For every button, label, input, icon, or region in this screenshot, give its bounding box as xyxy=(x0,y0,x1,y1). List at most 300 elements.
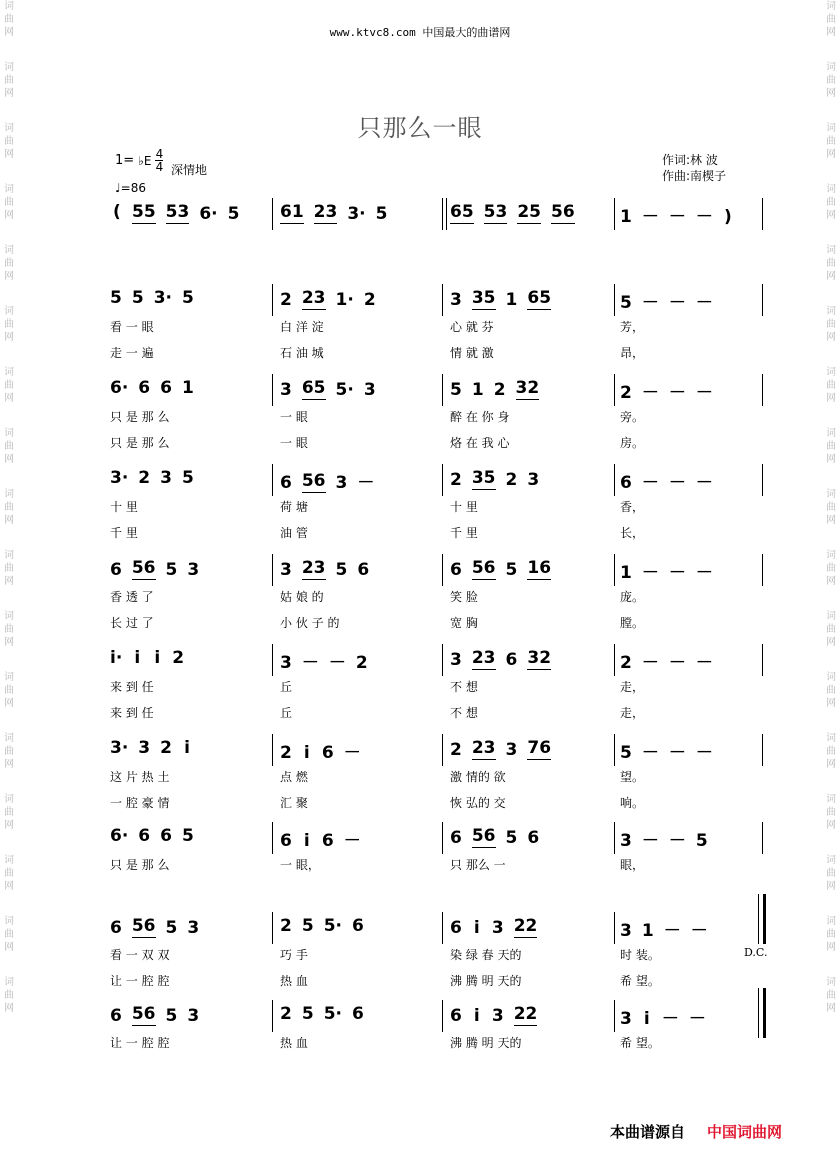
note: 5 xyxy=(131,288,144,308)
lyric: 走 一 遍 xyxy=(110,346,154,360)
lyric: 心 就 芬 xyxy=(450,320,494,334)
double-barline-thin xyxy=(758,894,759,944)
watermark-char: 词 xyxy=(826,672,836,683)
note: 1 xyxy=(620,207,632,227)
watermark-block xyxy=(826,488,836,527)
lyric: 看 一 眼 xyxy=(110,320,154,334)
watermark-char: 网 xyxy=(4,454,14,465)
note: 3 xyxy=(620,921,632,941)
lyric: 只 那么 一 xyxy=(450,858,506,872)
measure-6-1 xyxy=(110,738,192,758)
note: 16 xyxy=(527,558,552,578)
barline xyxy=(762,554,763,586)
watermark-block xyxy=(826,854,836,893)
watermark-char: 网 xyxy=(4,88,14,99)
note: 6 xyxy=(280,473,292,493)
watermark-char: 网 xyxy=(826,698,836,709)
note: 56 xyxy=(471,826,496,846)
intro-barline xyxy=(442,198,443,230)
watermark-block xyxy=(4,732,14,771)
note: 56 xyxy=(131,1004,156,1024)
note: 5· xyxy=(335,380,354,400)
barline xyxy=(614,284,615,316)
watermark-block xyxy=(826,61,836,100)
note: 6 xyxy=(280,831,292,851)
watermark-char: 词 xyxy=(4,428,14,439)
watermark-block xyxy=(826,244,836,283)
note: － xyxy=(668,473,686,493)
note: 2 xyxy=(138,468,151,488)
barline xyxy=(614,644,615,676)
note: 56 xyxy=(131,558,156,578)
note: 6· xyxy=(110,378,129,398)
watermark-char: 词 xyxy=(4,916,14,927)
measure-6-3 xyxy=(450,738,551,760)
lyric: 醉 在 你 身 xyxy=(450,410,510,424)
measure-9-4 xyxy=(620,1004,706,1029)
song-title: 只那么一眼 xyxy=(357,114,483,142)
site-header: www.ktvc8.com 中国最大的曲谱网 xyxy=(329,26,511,39)
lyric: 沸 腾 明 天的 xyxy=(450,974,522,988)
watermark-block xyxy=(4,976,14,1015)
measure-1-1 xyxy=(110,288,194,308)
watermark-char: 网 xyxy=(826,27,836,38)
note: 56 xyxy=(471,558,496,578)
note: 3 xyxy=(280,380,292,400)
note: 6 xyxy=(450,828,462,848)
watermark-char: 曲 xyxy=(826,136,836,147)
watermark-block xyxy=(826,915,836,954)
note: 6 xyxy=(321,831,334,851)
watermark-block xyxy=(826,549,836,588)
watermark-block xyxy=(826,793,836,832)
lyric: 长 过 了 xyxy=(110,616,154,630)
watermark-block xyxy=(826,366,836,405)
lyric: 千 里 xyxy=(450,526,478,540)
note: 6 xyxy=(450,1006,462,1026)
watermark-char: 网 xyxy=(4,576,14,587)
note: 35 xyxy=(471,468,496,488)
lyric: 香， xyxy=(620,500,645,514)
note: 2 xyxy=(280,743,292,763)
watermark-char: 网 xyxy=(4,881,14,892)
watermark-char: 曲 xyxy=(826,868,836,879)
note: － xyxy=(695,207,713,227)
lyric: 油 管 xyxy=(280,526,308,540)
note: 6 xyxy=(160,826,172,846)
note: 5 xyxy=(505,828,518,848)
watermark-char: 曲 xyxy=(4,624,14,635)
watermark-char: 曲 xyxy=(4,502,14,513)
lyric: 不 想 xyxy=(450,680,478,694)
note: 5 xyxy=(181,288,194,308)
note: 3 xyxy=(160,468,172,488)
lyric: 丘 xyxy=(280,706,293,720)
lyric: 点 燃 xyxy=(280,770,308,784)
note: 3 xyxy=(505,740,518,760)
footer-source-text: 本曲谱源自 xyxy=(610,1123,686,1141)
watermark-char: 词 xyxy=(826,489,836,500)
composer: 作曲:南楔子 xyxy=(662,169,727,183)
lyric: 十 里 xyxy=(110,500,138,514)
watermark-char: 词 xyxy=(826,245,836,256)
note: 6 xyxy=(357,560,370,580)
note: i xyxy=(473,1006,480,1026)
watermark-left xyxy=(2,0,16,1169)
note: 3 xyxy=(527,470,540,490)
note: 5· xyxy=(323,916,342,936)
barline xyxy=(442,822,443,854)
measure-6-4 xyxy=(620,738,713,763)
note: 3 xyxy=(491,918,504,938)
note: 5 xyxy=(165,918,178,938)
watermark-char: 曲 xyxy=(826,75,836,86)
watermark-char: 曲 xyxy=(4,441,14,452)
barline xyxy=(442,734,443,766)
barline xyxy=(762,734,763,766)
lyric: 笑 脸 xyxy=(450,590,478,604)
note: 3· xyxy=(110,738,129,758)
note: 32 xyxy=(515,378,540,398)
lyric: 只 是 那 么 xyxy=(110,436,170,450)
note: － xyxy=(661,1009,679,1029)
note: 1 xyxy=(641,921,654,941)
lyric: 希 望。 xyxy=(620,974,660,988)
note: 25 xyxy=(517,202,542,222)
watermark-char: 网 xyxy=(826,759,836,770)
lyric: 烙 在 我 心 xyxy=(450,436,510,450)
watermark-char: 曲 xyxy=(4,136,14,147)
watermark-char: 网 xyxy=(826,515,836,526)
measure-3-3 xyxy=(450,468,539,490)
note: 6 xyxy=(110,918,122,938)
measure-8-4 xyxy=(620,916,708,941)
note: － xyxy=(695,473,713,493)
watermark-char: 词 xyxy=(4,550,14,561)
barline xyxy=(762,464,763,496)
note: 22 xyxy=(513,1004,538,1024)
note: － xyxy=(668,383,686,403)
note: 6 xyxy=(138,826,151,846)
measure-1-3 xyxy=(450,288,551,310)
barline xyxy=(762,374,763,406)
note: － xyxy=(301,653,319,673)
note: － xyxy=(668,831,686,851)
flat-symbol: ♭ xyxy=(138,153,144,168)
note: 2 xyxy=(280,290,292,310)
measure-5-1 xyxy=(110,648,184,668)
note: 32 xyxy=(527,648,552,668)
watermark-char: 词 xyxy=(826,794,836,805)
note: i xyxy=(184,738,190,758)
measure-1-4 xyxy=(620,288,713,313)
watermark-char: 曲 xyxy=(826,929,836,940)
note: 2 xyxy=(280,916,292,936)
watermark-char: 曲 xyxy=(826,380,836,391)
note: 3 xyxy=(450,290,462,310)
note: － xyxy=(641,743,659,763)
barline xyxy=(272,284,273,316)
watermark-char: 曲 xyxy=(4,990,14,1001)
note: 6 xyxy=(160,378,172,398)
lyricist: 作词:林 波 xyxy=(662,153,718,167)
barline xyxy=(442,1000,443,1032)
note: 3 xyxy=(187,1006,200,1026)
lyric: 恢 弘的 交 xyxy=(450,796,506,810)
note: 6 xyxy=(450,560,462,580)
watermark-char: 词 xyxy=(4,62,14,73)
watermark-block xyxy=(4,366,14,405)
lyric: 让 一 腔 腔 xyxy=(110,1036,170,1050)
note: 5 xyxy=(165,560,178,580)
note: 2 xyxy=(160,738,172,758)
lyric: 热 血 xyxy=(280,974,308,988)
note: 53 xyxy=(483,202,508,222)
final-barline-thick xyxy=(763,988,766,1038)
note: － xyxy=(668,743,686,763)
barline xyxy=(614,374,615,406)
note: － xyxy=(641,207,659,227)
watermark-char: 网 xyxy=(4,515,14,526)
note: 1 xyxy=(471,380,484,400)
barline xyxy=(614,912,615,944)
measure-9-2 xyxy=(280,1004,364,1024)
barline xyxy=(272,1000,273,1032)
measure-4-3 xyxy=(450,558,551,580)
note: 5 xyxy=(181,826,194,846)
note: 2 xyxy=(620,653,632,673)
measure-2-1 xyxy=(110,378,194,398)
note: － xyxy=(357,473,375,493)
note: 5 xyxy=(505,560,518,580)
note: 3 xyxy=(363,380,376,400)
measure-2-3 xyxy=(450,378,539,400)
lyric: 长， xyxy=(620,526,645,540)
watermark-char: 曲 xyxy=(4,319,14,330)
watermark-char: 词 xyxy=(826,62,836,73)
watermark-block xyxy=(4,427,14,466)
watermark-char: 词 xyxy=(4,489,14,500)
lyric: 响。 xyxy=(620,796,645,810)
note: 56 xyxy=(551,202,575,222)
note: 2 xyxy=(280,1004,292,1024)
lyric: 一 眼， xyxy=(280,858,320,872)
watermark-block xyxy=(4,183,14,222)
measure-5-4 xyxy=(620,648,713,673)
measure-9-3 xyxy=(450,1004,537,1026)
watermark-char: 网 xyxy=(826,149,836,160)
watermark-char: 曲 xyxy=(4,685,14,696)
intro-measure-2 xyxy=(280,202,387,224)
lyric: 芳， xyxy=(620,320,645,334)
lyric: 一 眼 xyxy=(280,410,308,424)
lyric: 不 想 xyxy=(450,706,478,720)
note: 2 xyxy=(620,383,632,403)
watermark-char: 词 xyxy=(826,977,836,988)
watermark-char: 网 xyxy=(826,820,836,831)
measure-5-2 xyxy=(280,648,368,673)
watermark-char: 曲 xyxy=(826,990,836,1001)
watermark-char: 词 xyxy=(4,184,14,195)
key-letter: E xyxy=(143,153,152,168)
note: 65 xyxy=(450,202,474,222)
lyric: 走， xyxy=(620,680,645,694)
barline xyxy=(272,554,273,586)
measure-7-1 xyxy=(110,826,194,846)
watermark-char: 曲 xyxy=(4,868,14,879)
watermark-char: 曲 xyxy=(826,807,836,818)
key-note xyxy=(138,154,151,168)
lyric: 宽 胸 xyxy=(450,616,478,630)
note: i xyxy=(303,743,310,763)
note: － xyxy=(695,743,713,763)
lyric: 望。 xyxy=(620,770,645,784)
watermark-block xyxy=(4,305,14,344)
barline xyxy=(614,464,615,496)
note: － xyxy=(695,383,713,403)
note: 5 xyxy=(695,831,708,851)
note: 76 xyxy=(527,738,552,758)
note: 2 xyxy=(172,648,185,668)
watermark-block xyxy=(4,61,14,100)
note: 6 xyxy=(505,650,518,670)
watermark-block xyxy=(4,488,14,527)
watermark-char: 曲 xyxy=(826,258,836,269)
lyric: 来 到 任 xyxy=(110,680,154,694)
note: 3 xyxy=(280,653,292,673)
note: 3 xyxy=(450,650,462,670)
note: － xyxy=(663,921,681,941)
note: 5 xyxy=(335,560,348,580)
barline xyxy=(614,1000,615,1032)
note: － xyxy=(641,473,659,493)
note: － xyxy=(668,563,686,583)
note: － xyxy=(695,293,713,313)
note: 6 xyxy=(620,473,632,493)
watermark-char: 网 xyxy=(4,210,14,221)
watermark-char: 曲 xyxy=(4,197,14,208)
watermark-char: 网 xyxy=(826,454,836,465)
measure-2-4 xyxy=(620,378,713,403)
watermark-char: 词 xyxy=(4,733,14,744)
note: i xyxy=(643,1009,650,1029)
intro-barline xyxy=(614,198,615,230)
watermark-char: 词 xyxy=(4,306,14,317)
note: 6 xyxy=(110,1006,122,1026)
barline xyxy=(762,822,763,854)
tempo-expression: 深情地 xyxy=(171,163,208,177)
barline xyxy=(272,464,273,496)
barline xyxy=(272,644,273,676)
watermark-char: 词 xyxy=(4,672,14,683)
note: 2 xyxy=(493,380,506,400)
lyric: 染 绿 春 天的 xyxy=(450,948,522,962)
watermark-char: 网 xyxy=(4,698,14,709)
watermark-char: 网 xyxy=(4,27,14,38)
lyric: 只 是 那 么 xyxy=(110,410,170,424)
barline xyxy=(442,554,443,586)
note: 6 xyxy=(321,743,334,763)
lyric: 沸 腾 明 天的 xyxy=(450,1036,522,1050)
watermark-char: 词 xyxy=(826,306,836,317)
barline xyxy=(442,464,443,496)
footer xyxy=(610,1121,782,1142)
note: 3· xyxy=(110,468,129,488)
footer-brand: 中国词曲网 xyxy=(707,1123,783,1141)
lyric: 房。 xyxy=(620,436,645,450)
note: i xyxy=(134,648,141,668)
note: i xyxy=(473,918,480,938)
watermark-char: 曲 xyxy=(826,197,836,208)
note: 2 xyxy=(505,470,518,490)
lyric: 白 洋 淀 xyxy=(280,320,324,334)
note: 5 xyxy=(375,204,388,224)
note: 5 xyxy=(301,1004,314,1024)
lyric: 十 里 xyxy=(450,500,478,514)
note: 2 xyxy=(363,290,376,310)
note: 23 xyxy=(301,558,326,578)
note: － xyxy=(641,563,659,583)
watermark-block xyxy=(826,305,836,344)
note: 5 xyxy=(620,293,632,313)
lyric: 让 一 腔 腔 xyxy=(110,974,170,988)
watermark-block xyxy=(4,915,14,954)
watermark-char: 网 xyxy=(826,332,836,343)
note: 3· xyxy=(347,204,366,224)
time-beats: 4 xyxy=(155,147,164,161)
watermark-char: 网 xyxy=(4,637,14,648)
dc-mark: D.C. xyxy=(744,946,768,959)
watermark-char: 曲 xyxy=(4,807,14,818)
intro-measure-1 xyxy=(132,202,239,224)
watermark-char: 词 xyxy=(826,1,836,12)
note: － xyxy=(668,293,686,313)
note: 23 xyxy=(471,648,496,668)
watermark-char: 网 xyxy=(826,942,836,953)
note: 3 xyxy=(620,1009,632,1029)
watermark-char: 曲 xyxy=(4,75,14,86)
note: 3· xyxy=(153,288,172,308)
lyric: 巧 手 xyxy=(280,948,308,962)
watermark-char: 网 xyxy=(826,1003,836,1014)
note: 5 xyxy=(450,380,462,400)
measure-4-1 xyxy=(110,558,199,580)
note: 2 xyxy=(450,470,462,490)
intro-barline xyxy=(762,198,763,230)
measure-5-3 xyxy=(450,648,551,670)
note: i xyxy=(154,648,161,668)
note: 2 xyxy=(355,653,368,673)
watermark-char: 曲 xyxy=(826,14,836,25)
note: 5 xyxy=(165,1006,178,1026)
watermark-char: 曲 xyxy=(4,746,14,757)
watermark-char: 网 xyxy=(826,881,836,892)
lyric: 丘 xyxy=(280,680,293,694)
note: 23 xyxy=(313,202,338,222)
note: 3 xyxy=(280,560,292,580)
measure-3-1 xyxy=(110,468,194,488)
note: 53 xyxy=(165,202,190,222)
watermark-char: 词 xyxy=(826,611,836,622)
measure-4-2 xyxy=(280,558,369,580)
note: － xyxy=(688,1009,706,1029)
watermark-char: 网 xyxy=(826,637,836,648)
watermark-char: 网 xyxy=(4,820,14,831)
watermark-char: 词 xyxy=(4,611,14,622)
watermark-char: 网 xyxy=(826,271,836,282)
note: 56 xyxy=(131,916,156,936)
lyric: 膛。 xyxy=(620,616,645,630)
